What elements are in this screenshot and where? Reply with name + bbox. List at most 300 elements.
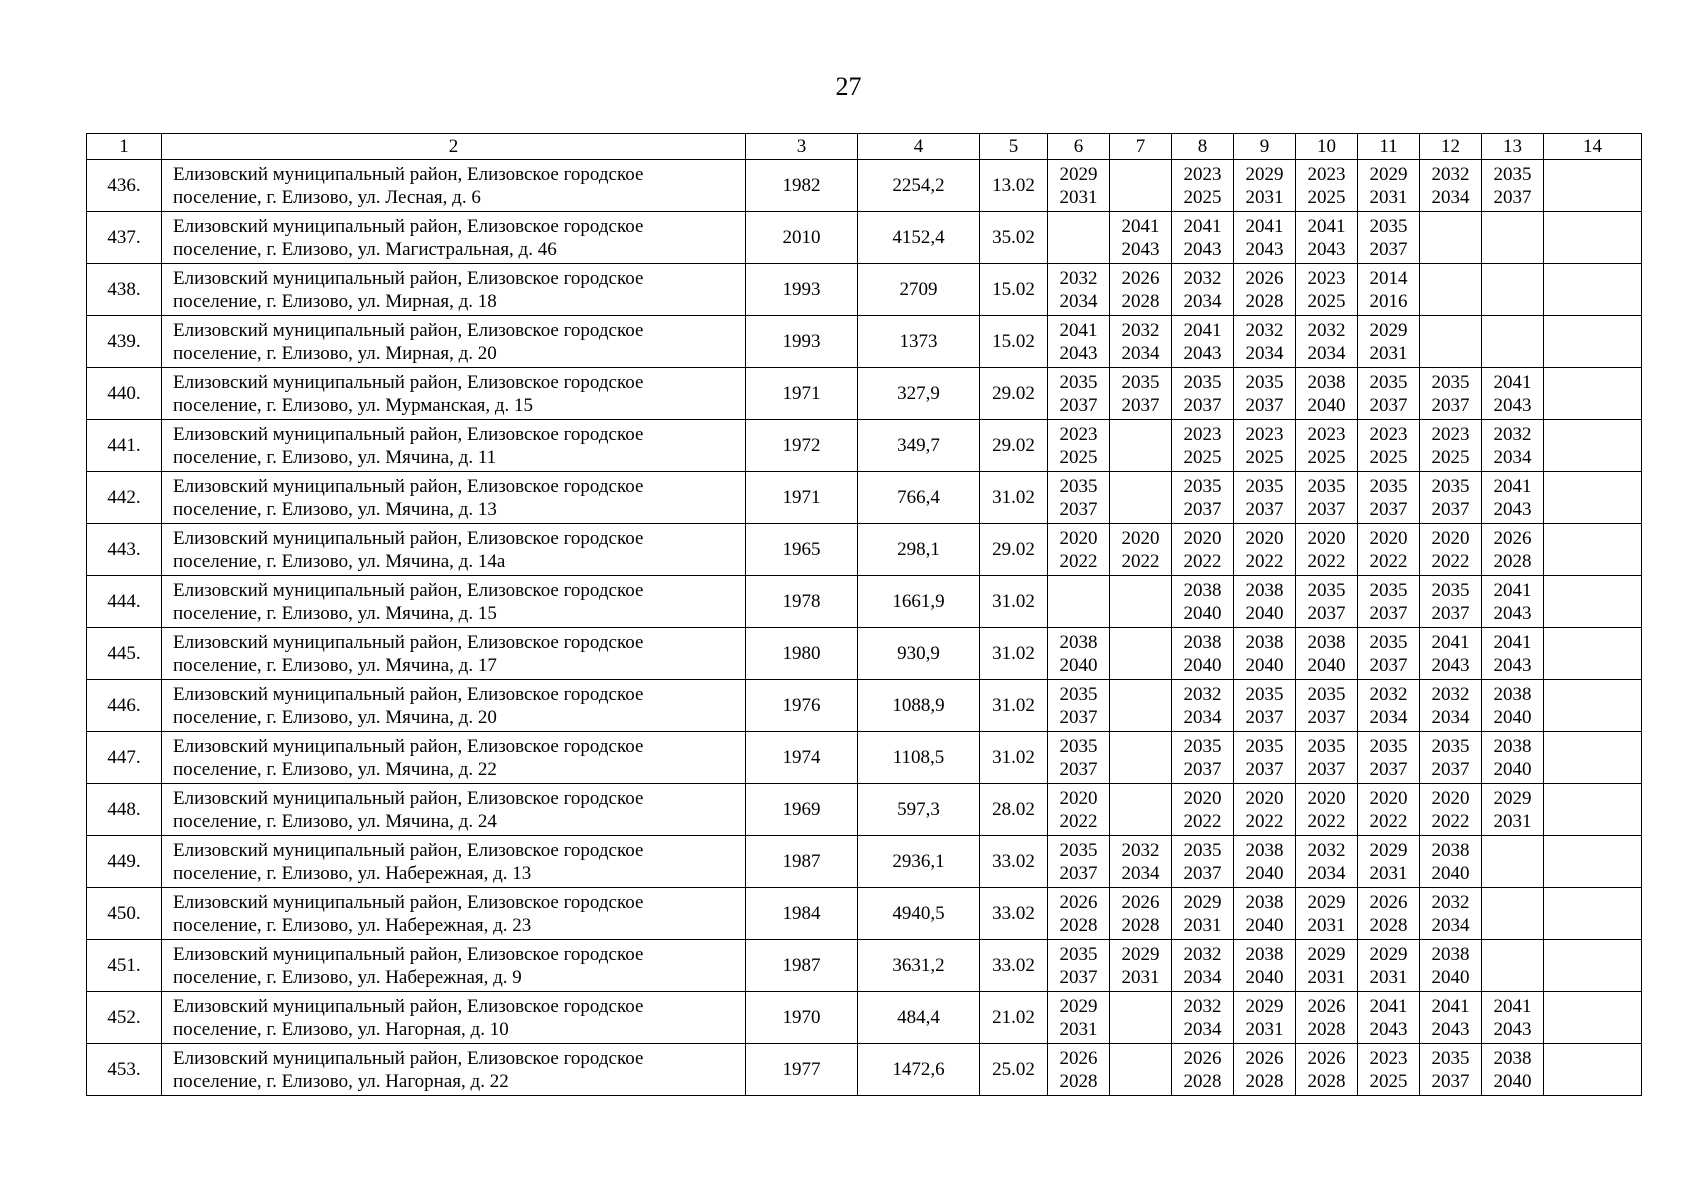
- period-cell-col-6: [1048, 472, 1110, 524]
- period-cell-col-13: [1482, 524, 1544, 576]
- period-cell-col-10: [1296, 940, 1358, 992]
- period-end: 2037: [1493, 186, 1532, 208]
- address-cell: [162, 836, 746, 888]
- period-end: 2025: [1431, 446, 1470, 468]
- period-start: 2035: [1493, 163, 1532, 185]
- period-end: 2034: [1183, 706, 1222, 728]
- period-start: 2035: [1369, 215, 1408, 237]
- period-start: 2035: [1307, 579, 1346, 601]
- period-start: 2035: [1059, 475, 1098, 497]
- address-line: поселение, г. Елизово, ул. Магистральная, д. 46: [173, 238, 557, 260]
- period-cell-col-13: [1482, 888, 1544, 940]
- period-end: 2025: [1183, 186, 1222, 208]
- period-cell-col-8: [1172, 784, 1234, 836]
- period-start: 2032: [1307, 319, 1346, 341]
- period-start: 2038: [1245, 839, 1284, 861]
- row-number-cell: 448.: [87, 784, 162, 836]
- address-line: Елизовский муниципальный район, Елизовское городское: [173, 163, 644, 185]
- period-end: 2043: [1369, 1018, 1408, 1040]
- period-start: 2038: [1245, 631, 1284, 653]
- build-year-cell: 1978: [746, 576, 858, 628]
- period-cell-col-9: [1234, 836, 1296, 888]
- period-cell-col-8: [1172, 992, 1234, 1044]
- period-end: 2028: [1369, 914, 1408, 936]
- period-start: 2035: [1121, 371, 1160, 393]
- period-start: 2020: [1183, 527, 1222, 549]
- period-start: 2041: [1431, 995, 1470, 1017]
- period-cell-col-12: [1420, 836, 1482, 888]
- address-cell: [162, 368, 746, 420]
- period-cell-col-9: [1234, 264, 1296, 316]
- period-start: 2032: [1307, 839, 1346, 861]
- period-end: 2022: [1245, 810, 1284, 832]
- period-cell-col-7: [1110, 836, 1172, 888]
- period-end: 2037: [1059, 758, 1098, 780]
- period-cell-col-9: [1234, 524, 1296, 576]
- period-cell-col-13: [1482, 160, 1544, 212]
- period-start: 2035: [1059, 943, 1098, 965]
- period-start: 2029: [1121, 943, 1160, 965]
- period-end: 2022: [1307, 810, 1346, 832]
- period-start: 2035: [1307, 683, 1346, 705]
- row-number-cell: 438.: [87, 264, 162, 316]
- period-cell-col-11: [1358, 576, 1420, 628]
- period-start: 2035: [1245, 371, 1284, 393]
- code-cell: 21.02: [980, 992, 1048, 1044]
- period-cell-col-12: [1420, 992, 1482, 1044]
- period-end: 2028: [1307, 1018, 1346, 1040]
- period-cell-col-8: [1172, 628, 1234, 680]
- code-cell: 29.02: [980, 524, 1048, 576]
- column-header-8: 8: [1172, 134, 1234, 160]
- period-end: 2034: [1059, 290, 1098, 312]
- period-end: 2040: [1183, 602, 1222, 624]
- period-cell-col-8: [1172, 524, 1234, 576]
- column-header-6: 6: [1048, 134, 1110, 160]
- table-row: [87, 160, 1642, 212]
- period-cell-col-6: [1048, 628, 1110, 680]
- period-cell-col-10: [1296, 836, 1358, 888]
- period-cell-col-14: [1544, 264, 1642, 316]
- code-cell: 33.02: [980, 940, 1048, 992]
- period-cell-col-12: [1420, 680, 1482, 732]
- period-end: 2025: [1059, 446, 1098, 468]
- column-header-13: 13: [1482, 134, 1544, 160]
- address-cell: [162, 992, 746, 1044]
- table-row: [87, 576, 1642, 628]
- period-start: 2029: [1369, 839, 1408, 861]
- period-end: 2037: [1431, 498, 1470, 520]
- address-line: Елизовский муниципальный район, Елизовское городское: [173, 1047, 644, 1069]
- address-line: Елизовский муниципальный район, Елизовское городское: [173, 527, 644, 549]
- period-cell-col-11: [1358, 888, 1420, 940]
- code-cell: 15.02: [980, 316, 1048, 368]
- address-line: поселение, г. Елизово, ул. Мирная, д. 18: [173, 290, 497, 312]
- period-start: 2026: [1493, 527, 1532, 549]
- build-year-cell: 1984: [746, 888, 858, 940]
- area-cell: 766,4: [858, 472, 980, 524]
- period-cell-col-6: [1048, 680, 1110, 732]
- area-cell: 2936,1: [858, 836, 980, 888]
- build-year-cell: 1976: [746, 680, 858, 732]
- period-cell-col-7: [1110, 1044, 1172, 1096]
- period-cell-col-11: [1358, 524, 1420, 576]
- period-start: 2035: [1431, 371, 1470, 393]
- row-number-cell: 441.: [87, 420, 162, 472]
- period-end: 2043: [1493, 394, 1532, 416]
- address-line: Елизовский муниципальный район, Елизовское городское: [173, 215, 644, 237]
- period-cell-col-7: [1110, 784, 1172, 836]
- area-cell: 1108,5: [858, 732, 980, 784]
- period-cell-col-7: [1110, 628, 1172, 680]
- period-end: 2037: [1369, 654, 1408, 676]
- period-cell-col-11: [1358, 1044, 1420, 1096]
- period-cell-col-9: [1234, 212, 1296, 264]
- period-start: 2026: [1183, 1047, 1222, 1069]
- period-start: 2035: [1059, 683, 1098, 705]
- build-year-cell: 1987: [746, 836, 858, 888]
- address-line: поселение, г. Елизово, ул. Лесная, д. 6: [173, 186, 481, 208]
- period-start: 2029: [1307, 891, 1346, 913]
- period-cell-col-11: [1358, 836, 1420, 888]
- period-start: 2014: [1369, 267, 1408, 289]
- period-cell-col-14: [1544, 368, 1642, 420]
- address-line: поселение, г. Елизово, ул. Мячина, д. 13: [173, 498, 497, 520]
- period-cell-col-10: [1296, 264, 1358, 316]
- period-cell-col-9: [1234, 992, 1296, 1044]
- period-start: 2029: [1059, 163, 1098, 185]
- period-start: 2038: [1245, 891, 1284, 913]
- period-end: 2028: [1183, 1070, 1222, 1092]
- period-cell-col-7: [1110, 524, 1172, 576]
- period-end: 2037: [1059, 498, 1098, 520]
- column-header-4: 4: [858, 134, 980, 160]
- address-line: поселение, г. Елизово, ул. Набережная, д. 13: [173, 862, 532, 884]
- address-line: Елизовский муниципальный район, Елизовское городское: [173, 475, 644, 497]
- period-cell-col-13: [1482, 732, 1544, 784]
- code-cell: 33.02: [980, 888, 1048, 940]
- period-end: 2022: [1245, 550, 1284, 572]
- period-start: 2035: [1059, 735, 1098, 757]
- table-row: [87, 524, 1642, 576]
- period-end: 2043: [1493, 654, 1532, 676]
- period-cell-col-11: [1358, 160, 1420, 212]
- period-cell-col-6: [1048, 940, 1110, 992]
- period-start: 2023: [1431, 423, 1470, 445]
- period-cell-col-9: [1234, 368, 1296, 420]
- area-cell: 298,1: [858, 524, 980, 576]
- period-start: 2035: [1369, 631, 1408, 653]
- page-number: 27: [835, 72, 862, 101]
- period-cell-col-8: [1172, 940, 1234, 992]
- period-end: 2037: [1307, 706, 1346, 728]
- column-header-10: 10: [1296, 134, 1358, 160]
- period-cell-col-6: [1048, 264, 1110, 316]
- build-year-cell: 1980: [746, 628, 858, 680]
- period-end: 2037: [1307, 498, 1346, 520]
- period-end: 2037: [1245, 394, 1284, 416]
- period-cell-col-12: [1420, 1044, 1482, 1096]
- period-start: 2023: [1369, 423, 1408, 445]
- period-start: 2035: [1307, 735, 1346, 757]
- period-start: 2020: [1183, 787, 1222, 809]
- period-cell-col-9: [1234, 160, 1296, 212]
- period-cell-col-7: [1110, 940, 1172, 992]
- period-start: 2038: [1307, 631, 1346, 653]
- period-end: 2034: [1431, 914, 1470, 936]
- period-start: 2020: [1369, 527, 1408, 549]
- period-cell-col-10: [1296, 628, 1358, 680]
- period-cell-col-6: [1048, 316, 1110, 368]
- period-start: 2038: [1245, 579, 1284, 601]
- period-start: 2035: [1369, 371, 1408, 393]
- period-end: 2022: [1059, 810, 1098, 832]
- period-end: 2022: [1369, 810, 1408, 832]
- address-line: Елизовский муниципальный район, Елизовское городское: [173, 631, 644, 653]
- table-row: [87, 992, 1642, 1044]
- period-start: 2029: [1369, 943, 1408, 965]
- address-line: поселение, г. Елизово, ул. Мячина, д. 22: [173, 758, 497, 780]
- area-cell: 484,4: [858, 992, 980, 1044]
- period-cell-col-6: [1048, 784, 1110, 836]
- period-cell-col-14: [1544, 732, 1642, 784]
- period-end: 2037: [1059, 706, 1098, 728]
- area-cell: 2709: [858, 264, 980, 316]
- period-start: 2032: [1121, 839, 1160, 861]
- period-end: 2031: [1307, 966, 1346, 988]
- table-row: [87, 836, 1642, 888]
- area-cell: 4152,4: [858, 212, 980, 264]
- period-cell-col-12: [1420, 524, 1482, 576]
- period-start: 2035: [1183, 371, 1222, 393]
- column-header-11: 11: [1358, 134, 1420, 160]
- period-start: 2020: [1369, 787, 1408, 809]
- period-start: 2035: [1307, 475, 1346, 497]
- row-number-cell: 447.: [87, 732, 162, 784]
- period-end: 2043: [1245, 238, 1284, 260]
- address-line: поселение, г. Елизово, ул. Мячина, д. 24: [173, 810, 497, 832]
- code-cell: 28.02: [980, 784, 1048, 836]
- address-line: Елизовский муниципальный район, Елизовское городское: [173, 371, 644, 393]
- period-end: 2031: [1059, 1018, 1098, 1040]
- period-end: 2037: [1369, 758, 1408, 780]
- period-cell-col-11: [1358, 784, 1420, 836]
- build-year-cell: 1971: [746, 472, 858, 524]
- period-end: 2031: [1121, 966, 1160, 988]
- address-line: поселение, г. Елизово, ул. Набережная, д. 9: [173, 966, 522, 988]
- period-start: 2026: [1245, 267, 1284, 289]
- period-cell-col-13: [1482, 316, 1544, 368]
- period-end: 2043: [1493, 498, 1532, 520]
- table-row: [87, 680, 1642, 732]
- period-cell-col-12: [1420, 888, 1482, 940]
- period-end: 2037: [1183, 394, 1222, 416]
- period-end: 2022: [1183, 810, 1222, 832]
- build-year-cell: 1987: [746, 940, 858, 992]
- period-cell-col-13: [1482, 472, 1544, 524]
- period-end: 2043: [1121, 238, 1160, 260]
- period-start: 2041: [1493, 475, 1532, 497]
- period-cell-col-13: [1482, 420, 1544, 472]
- period-end: 2043: [1431, 654, 1470, 676]
- period-end: 2037: [1431, 758, 1470, 780]
- area-cell: 349,7: [858, 420, 980, 472]
- period-end: 2022: [1059, 550, 1098, 572]
- housing-registry-table: [86, 133, 1642, 1096]
- period-end: 2025: [1307, 290, 1346, 312]
- period-start: 2023: [1059, 423, 1098, 445]
- code-cell: 31.02: [980, 732, 1048, 784]
- period-cell-col-11: [1358, 420, 1420, 472]
- period-cell-col-14: [1544, 316, 1642, 368]
- build-year-cell: 1982: [746, 160, 858, 212]
- address-line: поселение, г. Елизово, ул. Нагорная, д. 10: [173, 1018, 509, 1040]
- table-row: [87, 212, 1642, 264]
- period-end: 2025: [1369, 1070, 1408, 1092]
- period-cell-col-12: [1420, 940, 1482, 992]
- period-start: 2026: [1059, 891, 1098, 913]
- row-number-cell: 449.: [87, 836, 162, 888]
- address-line: Елизовский муниципальный район, Елизовское городское: [173, 683, 644, 705]
- row-number-cell: 437.: [87, 212, 162, 264]
- period-end: 2037: [1059, 966, 1098, 988]
- area-cell: 1661,9: [858, 576, 980, 628]
- period-cell-col-12: [1420, 160, 1482, 212]
- build-year-cell: 2010: [746, 212, 858, 264]
- period-start: 2032: [1121, 319, 1160, 341]
- period-end: 2031: [1245, 1018, 1284, 1040]
- period-start: 2038: [1431, 943, 1470, 965]
- period-end: 2025: [1307, 446, 1346, 468]
- row-number-cell: 444.: [87, 576, 162, 628]
- period-cell-col-8: [1172, 576, 1234, 628]
- address-line: Елизовский муниципальный район, Елизовское городское: [173, 995, 644, 1017]
- period-cell-col-10: [1296, 212, 1358, 264]
- period-end: 2037: [1307, 758, 1346, 780]
- area-cell: 3631,2: [858, 940, 980, 992]
- area-cell: 1373: [858, 316, 980, 368]
- period-cell-col-7: [1110, 680, 1172, 732]
- period-end: 2028: [1121, 914, 1160, 936]
- period-start: 2035: [1245, 475, 1284, 497]
- period-cell-col-11: [1358, 316, 1420, 368]
- row-number-cell: 440.: [87, 368, 162, 420]
- period-end: 2037: [1307, 602, 1346, 624]
- build-year-cell: 1969: [746, 784, 858, 836]
- period-cell-col-14: [1544, 940, 1642, 992]
- period-start: 2041: [1059, 319, 1098, 341]
- period-cell-col-7: [1110, 420, 1172, 472]
- period-end: 2022: [1431, 810, 1470, 832]
- period-cell-col-13: [1482, 1044, 1544, 1096]
- period-cell-col-10: [1296, 992, 1358, 1044]
- period-end: 2034: [1493, 446, 1532, 468]
- period-cell-col-14: [1544, 1044, 1642, 1096]
- address-line: Елизовский муниципальный район, Елизовское городское: [173, 579, 644, 601]
- period-cell-col-11: [1358, 264, 1420, 316]
- period-start: 2041: [1307, 215, 1346, 237]
- period-cell-col-8: [1172, 732, 1234, 784]
- period-end: 2043: [1183, 238, 1222, 260]
- address-line: Елизовский муниципальный район, Елизовское городское: [173, 839, 644, 861]
- period-cell-col-9: [1234, 888, 1296, 940]
- period-cell-col-12: [1420, 212, 1482, 264]
- period-cell-col-14: [1544, 524, 1642, 576]
- period-end: 2040: [1307, 654, 1346, 676]
- period-cell-col-8: [1172, 472, 1234, 524]
- period-cell-col-10: [1296, 472, 1358, 524]
- period-end: 2043: [1059, 342, 1098, 364]
- period-start: 2035: [1431, 1047, 1470, 1069]
- period-start: 2026: [1369, 891, 1408, 913]
- period-cell-col-7: [1110, 992, 1172, 1044]
- period-cell-col-11: [1358, 992, 1420, 1044]
- period-end: 2031: [1493, 810, 1532, 832]
- table-row: [87, 368, 1642, 420]
- period-cell-col-9: [1234, 1044, 1296, 1096]
- period-cell-col-8: [1172, 836, 1234, 888]
- period-start: 2035: [1431, 475, 1470, 497]
- column-header-14: 14: [1544, 134, 1642, 160]
- period-start: 2035: [1369, 475, 1408, 497]
- area-cell: 4940,5: [858, 888, 980, 940]
- period-cell-col-7: [1110, 368, 1172, 420]
- area-cell: 930,9: [858, 628, 980, 680]
- period-start: 2035: [1369, 735, 1408, 757]
- period-end: 2031: [1369, 862, 1408, 884]
- column-header-3: 3: [746, 134, 858, 160]
- build-year-cell: 1965: [746, 524, 858, 576]
- period-cell-col-9: [1234, 940, 1296, 992]
- period-start: 2038: [1307, 371, 1346, 393]
- period-start: 2023: [1245, 423, 1284, 445]
- code-cell: 31.02: [980, 576, 1048, 628]
- period-end: 2034: [1183, 1018, 1222, 1040]
- area-cell: 2254,2: [858, 160, 980, 212]
- period-start: 2038: [1493, 735, 1532, 757]
- period-cell-col-12: [1420, 264, 1482, 316]
- period-end: 2031: [1183, 914, 1222, 936]
- period-cell-col-10: [1296, 368, 1358, 420]
- period-start: 2020: [1431, 787, 1470, 809]
- period-cell-col-9: [1234, 784, 1296, 836]
- period-cell-col-11: [1358, 472, 1420, 524]
- period-end: 2040: [1059, 654, 1098, 676]
- code-cell: 33.02: [980, 836, 1048, 888]
- period-start: 2026: [1121, 891, 1160, 913]
- period-cell-col-6: [1048, 524, 1110, 576]
- table-row: [87, 316, 1642, 368]
- period-start: 2035: [1245, 683, 1284, 705]
- period-end: 2025: [1183, 446, 1222, 468]
- period-cell-col-6: [1048, 836, 1110, 888]
- address-cell: [162, 472, 746, 524]
- row-number-cell: 450.: [87, 888, 162, 940]
- period-end: 2031: [1369, 186, 1408, 208]
- period-cell-col-10: [1296, 420, 1358, 472]
- address-line: поселение, г. Елизово, ул. Мячина, д. 20: [173, 706, 497, 728]
- table-row: [87, 940, 1642, 992]
- period-end: 2037: [1369, 394, 1408, 416]
- code-cell: 31.02: [980, 680, 1048, 732]
- period-end: 2040: [1307, 394, 1346, 416]
- period-start: 2020: [1245, 527, 1284, 549]
- period-start: 2029: [1245, 163, 1284, 185]
- period-start: 2023: [1307, 423, 1346, 445]
- period-end: 2043: [1183, 342, 1222, 364]
- build-year-cell: 1970: [746, 992, 858, 1044]
- period-start: 2038: [1245, 943, 1284, 965]
